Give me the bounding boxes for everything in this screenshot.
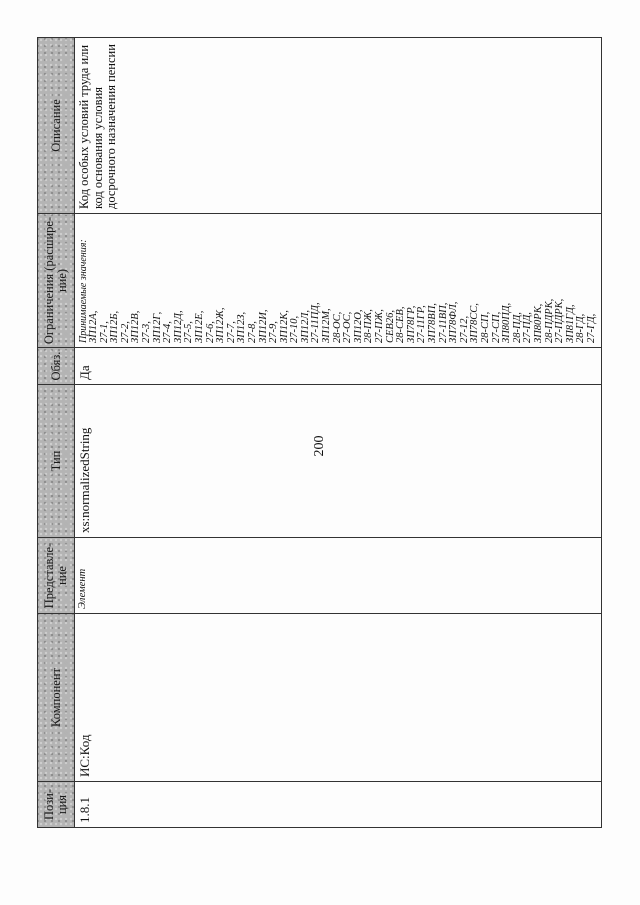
allowed-value: ЗП80ПД,: [501, 302, 513, 343]
allowed-value: ЗП12О,: [352, 309, 364, 343]
allowed-value: 28-ПЖ,: [363, 309, 375, 343]
allowed-value: 27-ПДРК,: [554, 298, 566, 343]
allowed-value: 27-ПД,: [522, 312, 534, 343]
cell-representation: Элемент: [75, 538, 602, 614]
page-number: 200: [312, 435, 327, 457]
header-component: Компонент: [38, 614, 75, 782]
cell-component: ИС:Код: [75, 614, 602, 782]
allowed-value: 28-ОС,: [331, 311, 343, 343]
table-row: [75, 38, 602, 828]
header-type: Тип: [38, 385, 75, 538]
allowed-value: ЗП12В,: [130, 310, 142, 343]
allowed-value: 27-2,: [119, 321, 131, 343]
allowed-value: ЗП78СС,: [469, 303, 481, 343]
spec-table: [37, 37, 602, 828]
allowed-value: ЗП12Д,: [172, 310, 184, 343]
allowed-value: ЗП12К,: [278, 310, 290, 343]
allowed-value: 27-6,: [204, 321, 216, 343]
header-restrictions: Ограничения (расшире-ние): [38, 214, 75, 348]
header-description: Описание: [38, 38, 75, 214]
allowed-value: ЗП12И,: [257, 309, 269, 343]
allowed-value: ЗП12М,: [321, 308, 333, 343]
allowed-value: ЗП12Л,: [299, 309, 311, 343]
allowed-value: 27-СП,: [490, 311, 502, 343]
header-representation: Представле-ние: [38, 538, 75, 614]
table-container: [37, 38, 602, 828]
allowed-value: 27-12,: [458, 315, 470, 343]
allowed-value: 27-ОС,: [342, 311, 354, 343]
allowed-value: 27-ГД,: [585, 313, 597, 343]
allowed-value: 27-1,: [98, 321, 110, 343]
allowed-value: 27-ПЖ,: [374, 309, 386, 343]
allowed-value: 27-5,: [183, 321, 195, 343]
allowed-value: 28-СП,: [479, 311, 491, 343]
allowed-value: 28-ГД,: [575, 313, 587, 343]
allowed-value: 27-10,: [289, 315, 301, 343]
header-position: Пози-ция: [38, 782, 75, 828]
allowed-value: ЗП12Ж,: [215, 307, 227, 343]
allowed-value: ЗП12Е,: [193, 310, 205, 343]
allowed-value: ЗП78ВП,: [427, 303, 438, 343]
allowed-value: СЕВ26,: [384, 310, 396, 343]
allowed-value: 27-4,: [162, 321, 174, 343]
allowed-value: 27-11ГР,: [416, 305, 428, 343]
allowed-value: ЗП78ФЛ,: [448, 301, 460, 343]
restrictions-caption: Принимаемые значения:: [78, 239, 89, 343]
allowed-value: 27-11ПД,: [310, 302, 322, 343]
allowed-value: 27-3,: [140, 321, 152, 343]
allowed-value: 27-7,: [225, 321, 237, 343]
cell-description: Код особых условий труда или код основания условия досрочного назначения пенсии: [75, 38, 602, 214]
allowed-value: 28-СЕВ,: [395, 306, 407, 343]
allowed-value: ЗП78ГР,: [405, 305, 417, 343]
header-required: Обяз.: [38, 348, 75, 385]
allowed-value: 27-9,: [268, 321, 280, 343]
cell-required: Да: [75, 348, 602, 385]
allowed-value: ЗП12А,: [88, 310, 99, 343]
allowed-value: ЗП80РК,: [532, 303, 544, 343]
cell-type: xs:normalizedString: [75, 385, 602, 538]
table-header-row: [38, 38, 75, 828]
allowed-value: ЗП12З,: [236, 311, 248, 343]
cell-restrictions: [75, 214, 602, 348]
allowed-value: 28-ПДРК,: [543, 298, 555, 343]
allowed-value: 27-11ВП,: [437, 302, 449, 343]
allowed-value: 28-ПД,: [511, 312, 523, 343]
allowed-value: ЗП12Г,: [151, 311, 163, 343]
allowed-value: ЗП12Б,: [109, 310, 121, 343]
allowed-value: ЗП81ГД,: [564, 304, 576, 343]
cell-position: 1.8.1: [75, 782, 602, 828]
allowed-values-list: [89, 218, 598, 343]
allowed-value: 27-8,: [246, 321, 258, 343]
